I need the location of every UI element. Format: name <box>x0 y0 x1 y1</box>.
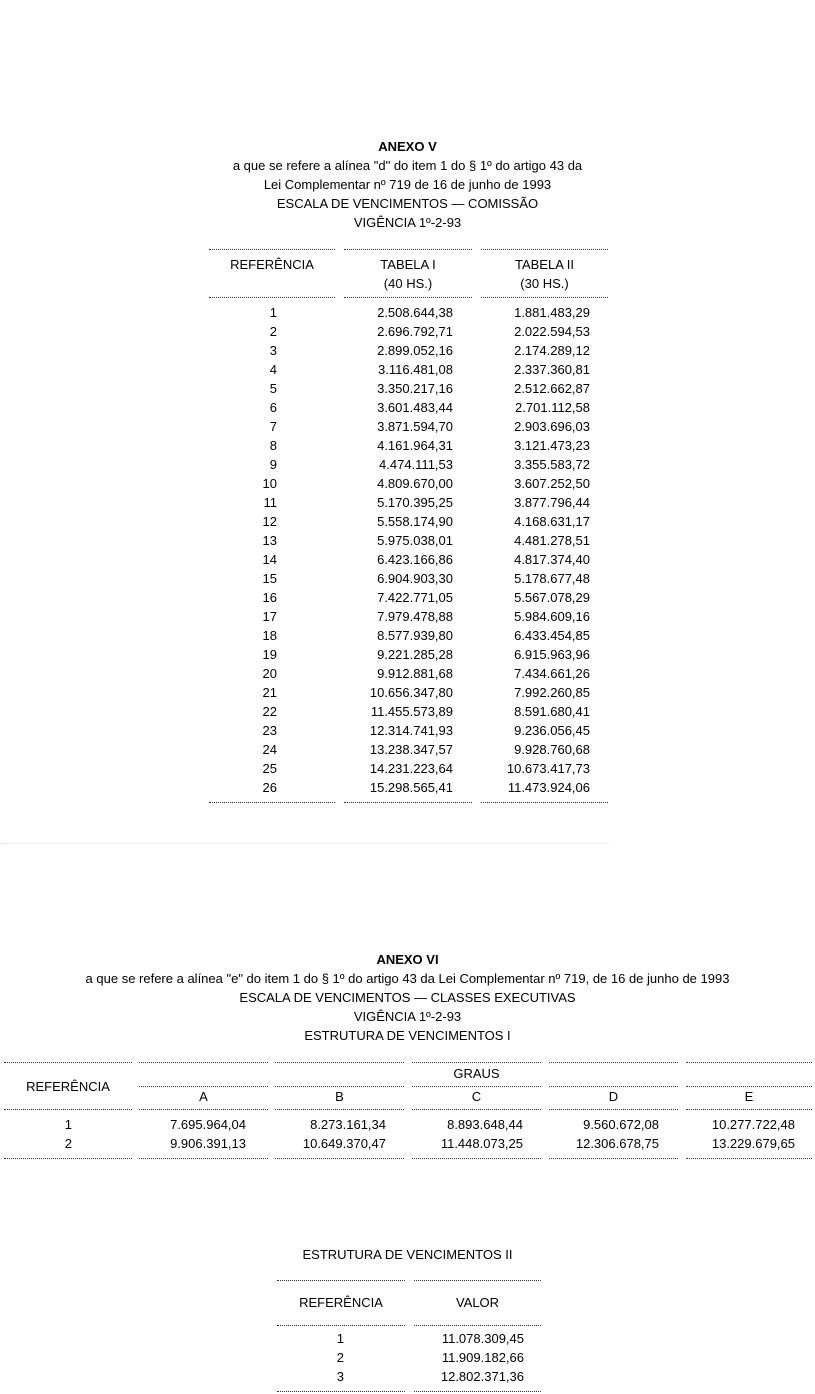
anexo-v-line-3: ESCALA DE VENCIMENTOS — COMISSÃO <box>276 196 539 211</box>
rule-dotted <box>414 1280 541 1281</box>
col-header-tabela-1: TABELA I <box>380 257 436 272</box>
rule-dotted <box>344 297 472 298</box>
cell-tabela-1: 4.161.964,31 <box>377 438 453 453</box>
rule-dotted <box>209 802 335 803</box>
cell-tabela-1: 14.231.223,64 <box>369 761 453 776</box>
cell-tabela-1: 6.423.166,86 <box>377 552 453 567</box>
cell-tabela-1: 2.696.792,71 <box>377 324 453 339</box>
cell-tabela-2: 4.817.374,40 <box>514 552 590 567</box>
rule-dotted <box>549 1158 678 1159</box>
cell-referencia: 7 <box>269 419 277 434</box>
cell-grau-d: 9.560.672,08 <box>583 1117 659 1132</box>
anexo-v-header <box>0 137 815 232</box>
cell-tabela-2: 2.022.594,53 <box>514 324 590 339</box>
cell-valor: 12.802.371,36 <box>440 1369 524 1384</box>
cell-referencia: 26 <box>262 780 277 795</box>
cell-tabela-2: 3.121.473,23 <box>514 438 590 453</box>
rule-dotted <box>686 1109 812 1110</box>
anexo-vi-header <box>0 950 815 1045</box>
col-header-grau-c: C <box>471 1089 482 1104</box>
cell-referencia: 3 <box>269 343 277 358</box>
cell-referencia: 17 <box>262 609 277 624</box>
rule-dotted <box>275 1109 404 1110</box>
cell-tabela-1: 8.577.939,80 <box>377 628 453 643</box>
cell-referencia: 19 <box>262 647 277 662</box>
col-header-referencia: REFERÊNCIA <box>26 1079 110 1094</box>
anexo-vi-title: ANEXO VI <box>376 952 439 967</box>
cell-tabela-1: 7.422.771,05 <box>377 590 453 605</box>
cell-grau-b: 8.273.161,34 <box>310 1117 386 1132</box>
cell-referencia: 11 <box>263 495 277 510</box>
anexo-vi-line-1: a que se refere a alínea "e" do item 1 do § 1º do artigo 43 da Lei Complementar nº 719, de 16 de junho de 1993 <box>85 971 730 986</box>
cell-tabela-2: 2.337.360,81 <box>514 362 590 377</box>
cell-tabela-2: 9.928.760,68 <box>514 742 590 757</box>
cell-tabela-2: 11.473.924,06 <box>507 780 590 795</box>
rule-dotted <box>412 1086 541 1087</box>
cell-referencia: 12 <box>262 514 277 529</box>
rule-dotted <box>412 1158 541 1159</box>
cell-tabela-1: 4.474.111,53 <box>379 457 453 472</box>
cell-grau-e: 10.277.722,48 <box>711 1117 795 1132</box>
cell-referencia: 23 <box>262 723 277 738</box>
cell-referencia: 16 <box>262 590 277 605</box>
rule-dotted <box>549 1062 678 1063</box>
col-header-tabela-2: TABELA II <box>514 257 574 272</box>
col-header-grau-b: B <box>335 1089 344 1104</box>
rule-dotted <box>481 297 608 298</box>
cell-tabela-1: 3.350.217,16 <box>377 381 453 396</box>
cell-referencia: 4 <box>269 362 277 377</box>
cell-grau-e: 13.229.679,65 <box>711 1136 795 1151</box>
col-header-grau-d: D <box>608 1089 619 1104</box>
rule-dotted <box>344 249 472 250</box>
cell-tabela-1: 12.314.741,93 <box>369 723 453 738</box>
cell-grau-c: 8.893.648,44 <box>447 1117 523 1132</box>
cell-tabela-2: 3.607.252,50 <box>514 476 590 491</box>
cell-tabela-2: 2.512.662,87 <box>514 381 590 396</box>
cell-tabela-2: 3.355.583,72 <box>514 457 590 472</box>
cell-tabela-1: 6.904.903,30 <box>377 571 453 586</box>
cell-tabela-2: 7.434.661,26 <box>514 666 590 681</box>
anexo-vi-line-4: ESTRUTURA DE VENCIMENTOS I <box>304 1028 511 1043</box>
cell-tabela-1: 5.975.038,01 <box>377 533 453 548</box>
estrutura-ii-title: ESTRUTURA DE VENCIMENTOS II <box>302 1247 513 1262</box>
cell-tabela-1: 2.899.052,16 <box>377 343 453 358</box>
rule-dotted <box>549 1086 678 1087</box>
cell-referencia: 24 <box>262 742 277 757</box>
cell-referencia: 2 <box>269 324 277 339</box>
rule-dotted <box>275 1062 404 1063</box>
cell-referencia: 3 <box>336 1369 344 1384</box>
cell-tabela-2: 8.591.680,41 <box>514 704 590 719</box>
rule-dotted <box>481 802 608 803</box>
col-header-tabela-2-sub: (30 HS.) <box>520 276 569 291</box>
cell-tabela-1: 3.116.481,08 <box>378 362 453 377</box>
cell-tabela-1: 5.170.395,25 <box>377 495 453 510</box>
cell-referencia: 2 <box>64 1136 72 1151</box>
cell-valor: 11.078.309,45 <box>441 1331 524 1346</box>
cell-referencia: 5 <box>269 381 277 396</box>
cell-tabela-1: 10.656.347,80 <box>369 685 453 700</box>
anexo-v-title: ANEXO V <box>378 139 437 154</box>
rule-dotted <box>209 249 335 250</box>
cell-tabela-2: 3.877.796,44 <box>514 495 590 510</box>
rule-dotted <box>686 1086 812 1087</box>
rule-dotted <box>277 1391 405 1392</box>
cell-referencia: 2 <box>336 1350 344 1365</box>
cell-tabela-1: 9.912.881,68 <box>377 666 453 681</box>
col-header-tabela-1-sub: (40 HS.) <box>383 276 433 291</box>
cell-grau-a: 9.906.391,13 <box>170 1136 246 1151</box>
cell-referencia: 1 <box>269 305 277 320</box>
cell-referencia: 9 <box>269 457 277 472</box>
cell-tabela-1: 9.221.285,28 <box>377 647 453 662</box>
rule-dotted <box>344 802 472 803</box>
rule-dotted <box>139 1062 268 1063</box>
rule-dotted <box>414 1391 541 1392</box>
rule-dotted <box>549 1109 678 1110</box>
rule-dotted <box>412 1062 541 1063</box>
cell-grau-c: 11.448.073,25 <box>440 1136 523 1151</box>
rule-dotted <box>481 249 608 250</box>
cell-referencia: 1 <box>64 1117 72 1132</box>
cell-referencia: 13 <box>262 533 277 548</box>
col-header-graus: GRAUS <box>453 1066 500 1081</box>
rule-dotted <box>277 1325 405 1326</box>
cell-tabela-2: 9.236.056,45 <box>514 723 590 738</box>
cell-referencia: 25 <box>262 761 277 776</box>
cell-tabela-1: 13.238.347,57 <box>369 742 453 757</box>
rule-dotted <box>275 1158 404 1159</box>
rule-dotted <box>686 1062 812 1063</box>
cell-referencia: 10 <box>262 476 277 491</box>
col-header-valor: VALOR <box>455 1295 500 1310</box>
rule-dotted <box>4 1109 132 1110</box>
cell-tabela-2: 4.168.631,17 <box>514 514 590 529</box>
rule-dotted <box>4 1158 132 1159</box>
col-header-referencia: REFERÊNCIA <box>299 1295 383 1310</box>
cell-referencia: 18 <box>262 628 277 643</box>
anexo-vi-line-2: ESCALA DE VENCIMENTOS — CLASSES EXECUTIVAS <box>239 990 576 1005</box>
cell-tabela-2: 6.433.454,85 <box>514 628 590 643</box>
cell-tabela-2: 7.992.260,85 <box>514 685 590 700</box>
rule-dotted <box>209 297 335 298</box>
cell-referencia: 8 <box>269 438 277 453</box>
cell-tabela-1: 11.455.573,89 <box>370 704 453 719</box>
cell-tabela-1: 3.871.594,70 <box>377 419 453 434</box>
cell-grau-d: 12.306.678,75 <box>575 1136 659 1151</box>
rule-dotted <box>277 1280 405 1281</box>
cell-tabela-1: 15.298.565,41 <box>369 780 453 795</box>
anexo-v-line-2: Lei Complementar nº 719 de 16 de junho de 1993 <box>263 177 552 192</box>
cell-referencia: 20 <box>262 666 277 681</box>
anexo-v-line-4: VIGÊNCIA 1º-2-93 <box>353 215 462 230</box>
cell-grau-a: 7.695.964,04 <box>170 1117 246 1132</box>
rule-dotted <box>4 1062 132 1063</box>
cell-tabela-1: 7.979.478,88 <box>377 609 453 624</box>
col-header-grau-e: E <box>744 1089 754 1104</box>
col-header-grau-a: A <box>199 1089 208 1104</box>
rule-dotted <box>139 1086 268 1087</box>
cell-tabela-1: 3.601.483,44 <box>377 400 453 415</box>
rule-dotted <box>275 1086 404 1087</box>
cell-tabela-2: 4.481.278,51 <box>514 533 590 548</box>
cell-tabela-2: 5.178.677,48 <box>514 571 590 586</box>
cell-tabela-2: 2.174.289,12 <box>514 343 590 358</box>
rule-dotted <box>414 1325 541 1326</box>
cell-referencia: 22 <box>262 704 277 719</box>
page-divider <box>0 843 610 844</box>
rule-dotted <box>686 1158 812 1159</box>
rule-dotted <box>139 1109 268 1110</box>
cell-referencia: 14 <box>262 552 277 567</box>
cell-tabela-2: 1.881.483,29 <box>514 305 590 320</box>
rule-dotted <box>412 1109 541 1110</box>
cell-referencia: 15 <box>262 571 277 586</box>
cell-tabela-2: 5.984.609,16 <box>514 609 590 624</box>
cell-tabela-1: 2.508.644,38 <box>377 305 453 320</box>
cell-referencia: 6 <box>269 400 277 415</box>
cell-tabela-2: 5.567.078,29 <box>514 590 590 605</box>
cell-tabela-2: 10.673.417,73 <box>506 761 590 776</box>
rule-dotted <box>139 1158 268 1159</box>
cell-tabela-1: 5.558.174,90 <box>377 514 453 529</box>
cell-referencia: 1 <box>336 1331 344 1346</box>
cell-tabela-2: 2.903.696,03 <box>514 419 590 434</box>
cell-tabela-2: 6.915.963,96 <box>514 647 590 662</box>
cell-tabela-2: 2.701.112,58 <box>515 400 590 415</box>
cell-valor: 11.909.182,66 <box>441 1350 524 1365</box>
col-header-referencia: REFERÊNCIA <box>230 257 314 272</box>
cell-referencia: 21 <box>262 685 277 700</box>
cell-grau-b: 10.649.370,47 <box>302 1136 386 1151</box>
anexo-v-line-1: a que se refere a alínea "d" do item 1 do § 1º do artigo 43 da <box>232 158 583 173</box>
cell-tabela-1: 4.809.670,00 <box>377 476 453 491</box>
anexo-vi-line-3: VIGÊNCIA 1º-2-93 <box>353 1009 462 1024</box>
